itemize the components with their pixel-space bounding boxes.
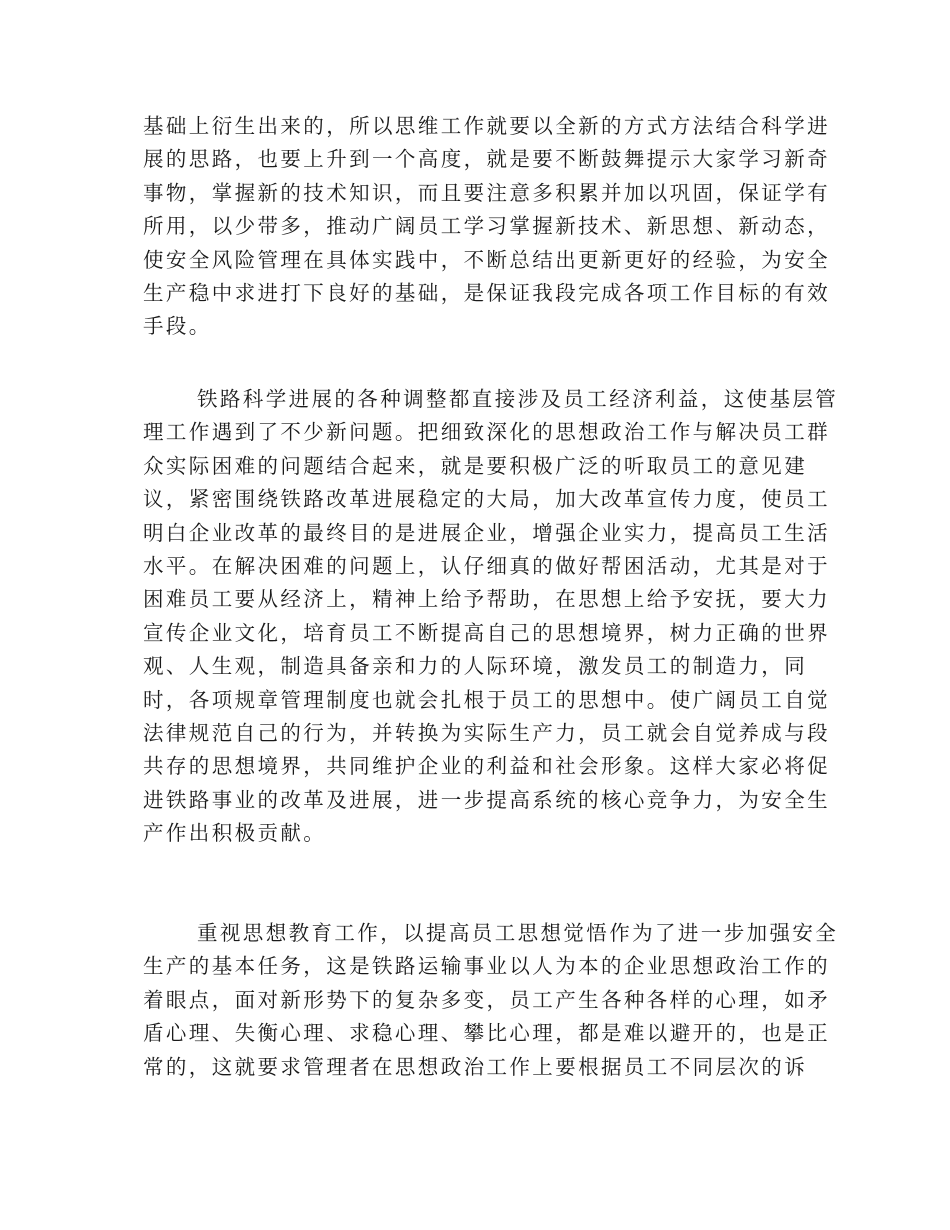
text-line: 铁路科学进展的各种调整都直接涉及员工经济利益，这使基层管 [197, 387, 839, 411]
text-line: 所用，以少带多，推动广阔员工学习掌握新技术、新思想、新动态， [143, 214, 830, 239]
paragraph-2 [143, 383, 839, 851]
text-line: 理工作遇到了不少新问题。把细致深化的思想政治工作与解决员工群 [143, 420, 830, 445]
text-line: 生产的基本任务，这是铁路运输事业以人为本的企业思想政治工作的 [143, 954, 830, 979]
text-line: 使安全风险管理在具体实践中，不断总结出更新更好的经验，为安全 [143, 247, 830, 272]
text-line: 明白企业改革的最终目的是进展企业，增强企业实力，提高员工生活 [143, 520, 830, 545]
text-line: 观、人生观，制造具备亲和力的人际环境，激发员工的制造力，同 [143, 654, 808, 679]
text-line: 常的，这就要求管理者在思想政治工作上要根据员工不同层次的诉 [143, 1054, 808, 1079]
text-line: 盾心理、失衡心理、求稳心理、攀比心理，都是难以避开的，也是正 [143, 1021, 830, 1046]
text-line: 基础上衍生出来的，所以思维工作就要以全新的方式方法结合科学进 [143, 114, 830, 138]
text-line: 时，各项规章管理制度也就会扎根于员工的思想中。使广阔员工自觉 [143, 687, 830, 712]
text-line: 困难员工要从经济上，精神上给予帮助，在思想上给予安抚，要大力 [143, 587, 830, 612]
text-line: 手段。 [143, 314, 212, 339]
text-line: 议，紧密围绕铁路改革进展稳定的大局，加大改革宣传力度，使员工 [143, 487, 830, 512]
text-line: 重视思想教育工作，以提高员工思想觉悟作为了进一步加强安全 [197, 921, 839, 945]
text-line: 法律规范自己的行为，并转换为实际生产力，员工就会自觉养成与段 [143, 721, 830, 746]
text-line: 事物，掌握新的技术知识，而且要注意多积累并加以巩固，保证学有 [143, 180, 830, 205]
text-line: 着眼点，面对新形势下的复杂多变，员工产生各种各样的心理，如矛 [143, 987, 830, 1012]
text-line: 产作出积极贡献。 [143, 821, 327, 846]
text-line: 众实际困难的问题结合起来，就是要积极广泛的听取员工的意见建 [143, 453, 808, 478]
text-line: 展的思路，也要上升到一个高度，就是要不断鼓舞提示大家学习新奇 [143, 147, 830, 172]
text-line: 水平。在解决困难的问题上，认仔细真的做好帮困活动，尤其是对于 [143, 554, 830, 579]
paragraph-3 [143, 917, 839, 1084]
text-line: 宣传企业文化，培育员工不断提高自己的思想境界，树力正确的世界 [143, 620, 830, 645]
text-line: 进铁路事业的改革及进展，进一步提高系统的核心竞争力，为安全生 [143, 787, 830, 812]
text-line: 共存的思想境界，共同维护企业的利益和社会形象。这样大家必将促 [143, 754, 830, 779]
paragraph-1 [143, 110, 830, 344]
text-line: 生产稳中求进打下良好的基础，是保证我段完成各项工作目标的有效 [143, 281, 830, 306]
